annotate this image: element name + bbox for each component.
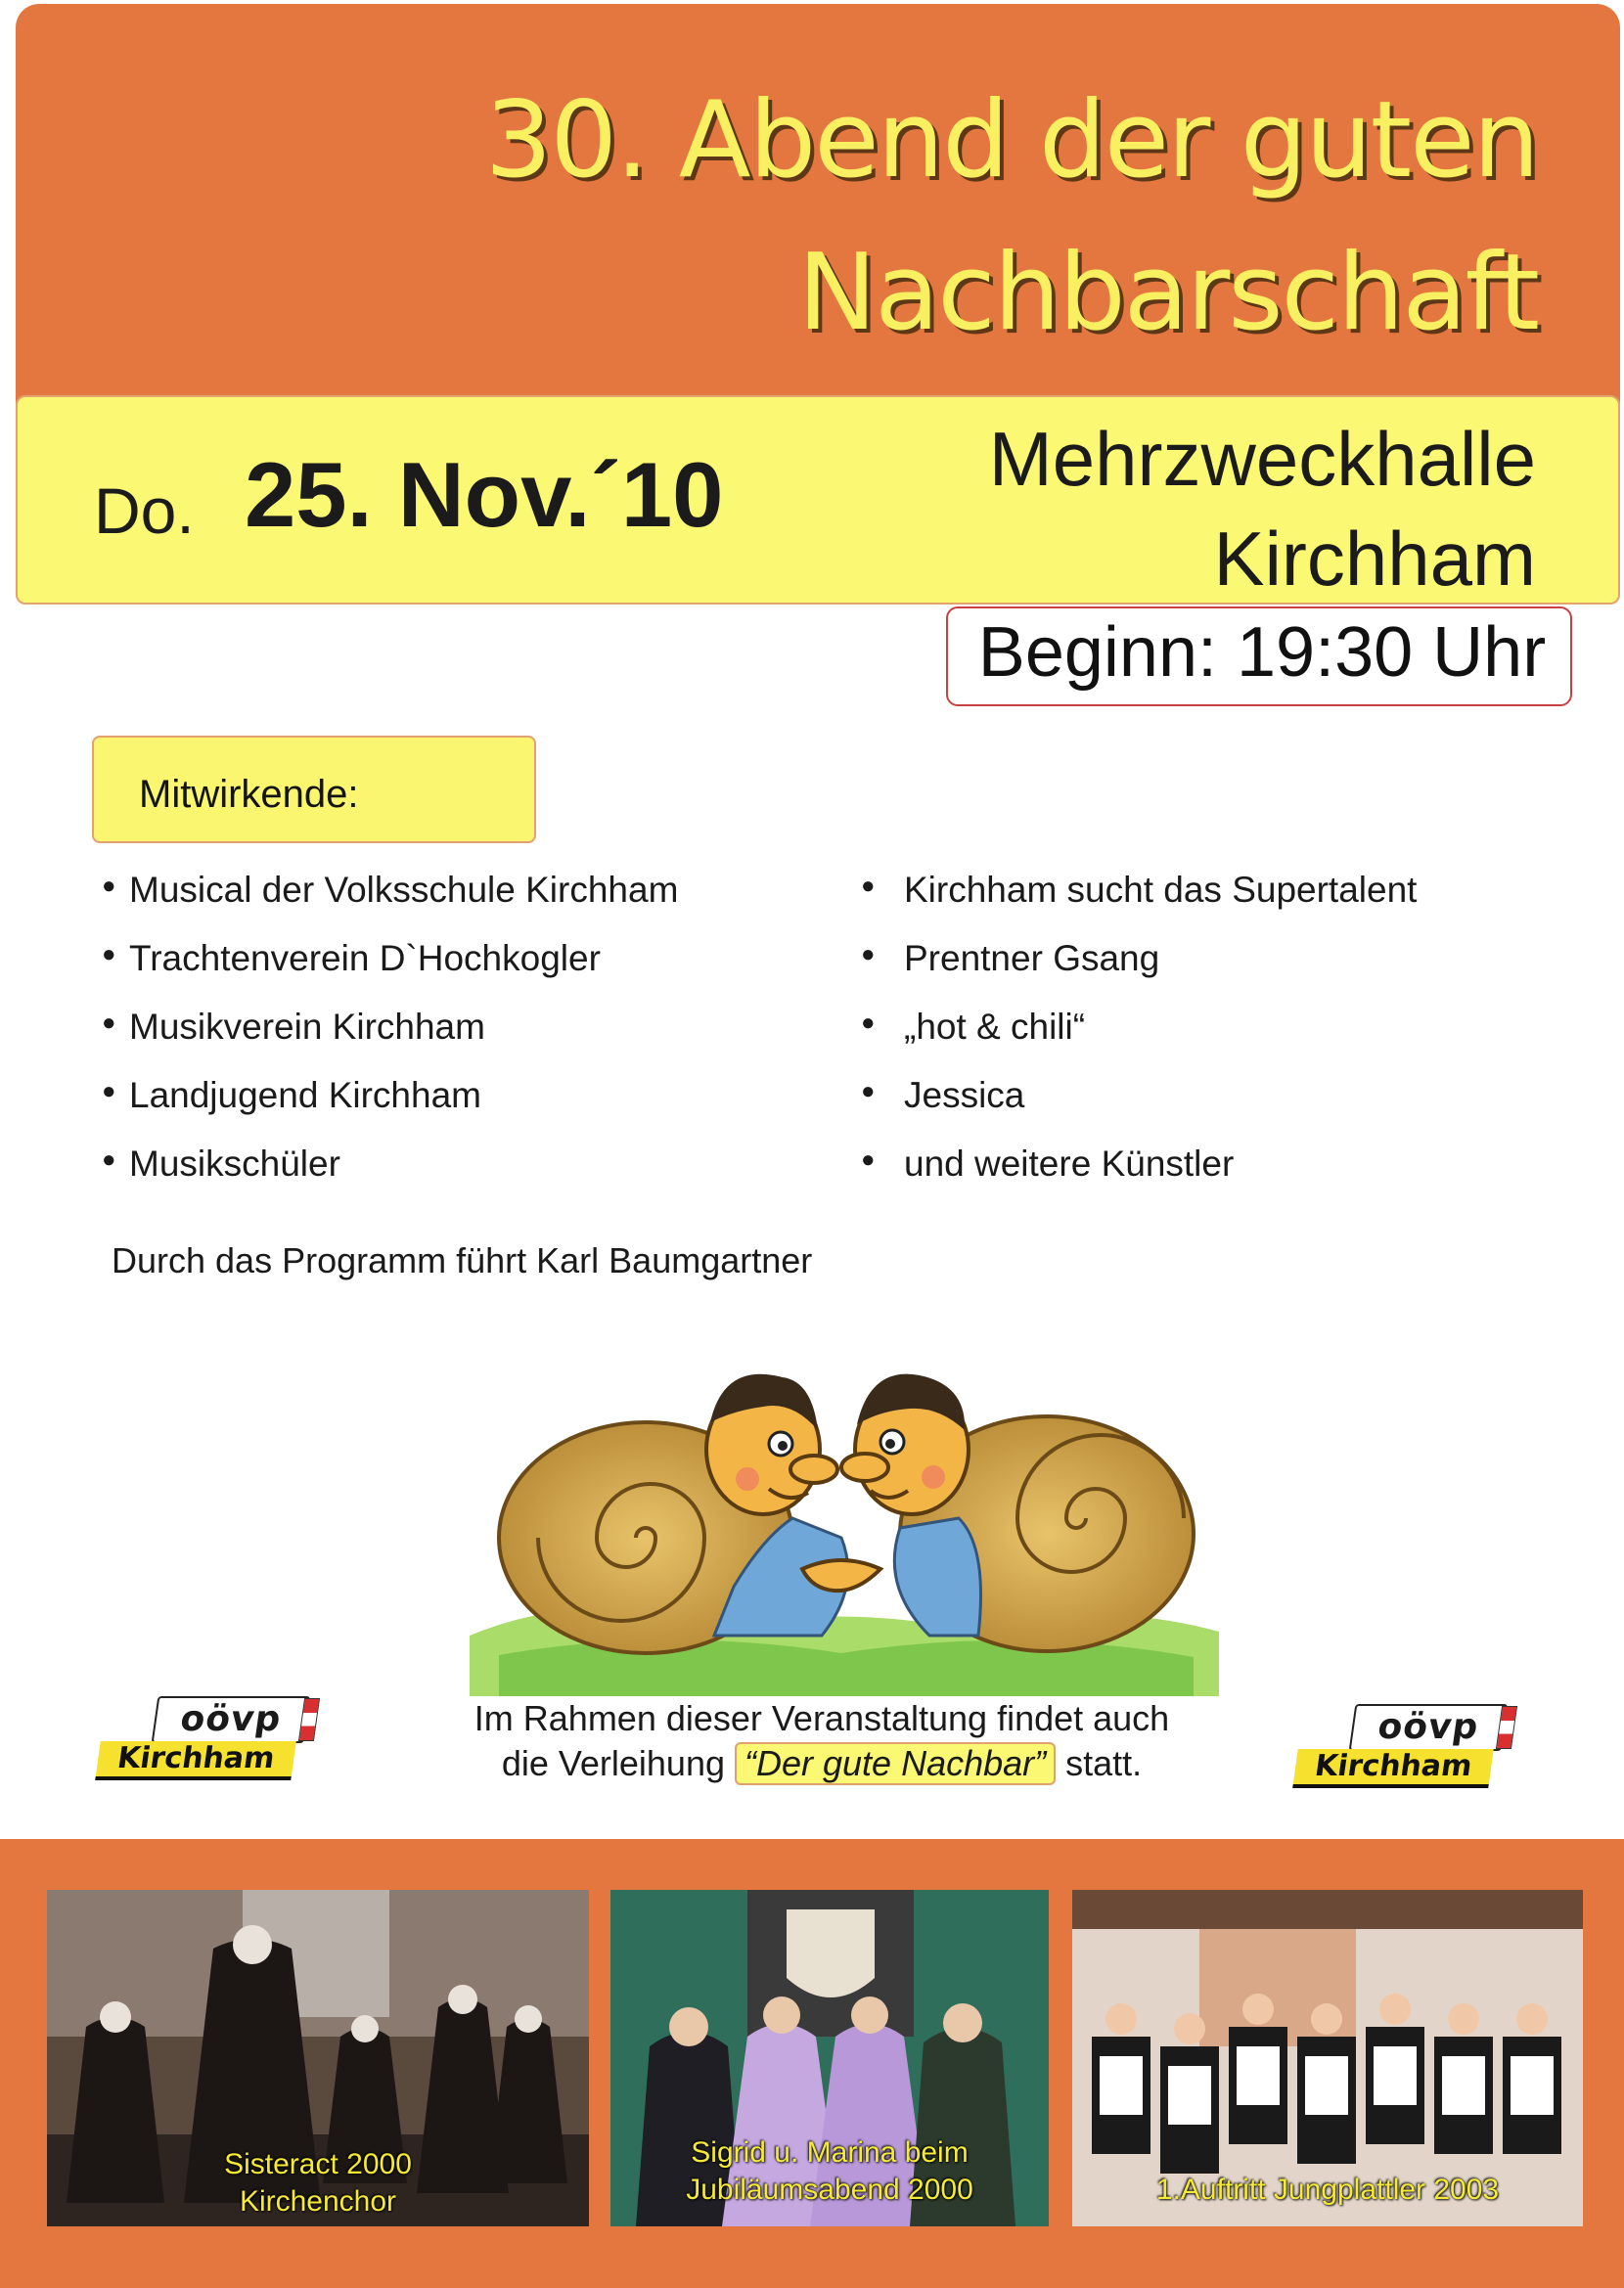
oevp-kirchham-logo-right xyxy=(1291,1704,1526,1794)
snails-handshake-illustration xyxy=(470,1342,1219,1696)
award-note xyxy=(430,1696,1213,1786)
award-line-2: die Verleihung “Der gute Nachbar” statt. xyxy=(501,1743,1143,1783)
bullet-icon: ● xyxy=(861,873,876,899)
bullet-icon: ● xyxy=(861,1078,876,1104)
performers-list-right xyxy=(861,867,1417,1209)
award-name: “Der gute Nachbar” xyxy=(735,1742,1056,1785)
event-title-line-1: 30. Abend der guten xyxy=(484,79,1538,202)
bullet-icon: ● xyxy=(102,941,116,967)
event-title-line-2: Nachbarschaft xyxy=(797,232,1538,354)
bullet-icon: ● xyxy=(102,1009,116,1036)
bullet-icon: ● xyxy=(102,1078,116,1104)
logo-party-text: oövp xyxy=(1349,1704,1509,1751)
list-item: ● Kirchham sucht das Supertalent xyxy=(861,867,1417,935)
list-item: ● Prentner Gsang xyxy=(861,935,1417,1004)
logo-place-text: Kirchham xyxy=(1292,1749,1494,1788)
moderator-note: Durch das Programm führt Karl Baumgartner xyxy=(112,1240,813,1280)
list-item: ● Trachtenverein D`Hochkogler xyxy=(102,935,678,1004)
photo-caption: Sigrid u. Marina beim Jubiläumsabend 2000 xyxy=(686,2136,973,2206)
list-item: ● Musical der Volksschule Kirchham xyxy=(102,867,678,935)
photo-caption: Sisteract 2000 Kirchenchor xyxy=(224,2148,412,2218)
bullet-icon: ● xyxy=(102,873,116,899)
list-item: ● und weitere Künstler xyxy=(861,1141,1417,1209)
logo-party-text: oövp xyxy=(152,1696,311,1743)
list-item: ● Landjugend Kirchham xyxy=(102,1072,678,1141)
logo-place-text: Kirchham xyxy=(95,1741,296,1780)
venue-name: Mehrzweckhalle xyxy=(988,416,1536,502)
start-time: Beginn: 19:30 Uhr xyxy=(977,613,1547,692)
list-item: ● „hot & chili“ xyxy=(861,1004,1417,1072)
photo-sigrid-marina xyxy=(610,1890,1049,2226)
bullet-icon: ● xyxy=(861,1009,876,1036)
event-date: 25. Nov.´10 xyxy=(245,443,724,546)
list-item: ● Musikschüler xyxy=(102,1141,678,1209)
photo-sisteract xyxy=(47,1890,589,2226)
list-item: ● Jessica xyxy=(861,1072,1417,1141)
event-weekday: Do. xyxy=(94,474,195,547)
bullet-icon: ● xyxy=(861,1146,876,1173)
photo-jungplattler xyxy=(1072,1890,1583,2226)
performers-heading: Mitwirkende: xyxy=(139,773,359,816)
bullet-icon: ● xyxy=(102,1146,116,1173)
photo-caption: 1.Auftritt Jungplattler 2003 xyxy=(1155,2174,1500,2206)
venue-town: Kirchham xyxy=(1213,516,1536,602)
performers-list-left xyxy=(102,867,678,1209)
bullet-icon: ● xyxy=(861,941,876,967)
oevp-kirchham-logo-left xyxy=(94,1696,329,1786)
list-item: ● Musikverein Kirchham xyxy=(102,1004,678,1072)
award-line-1: Im Rahmen dieser Veranstaltung findet auch xyxy=(474,1698,1170,1738)
